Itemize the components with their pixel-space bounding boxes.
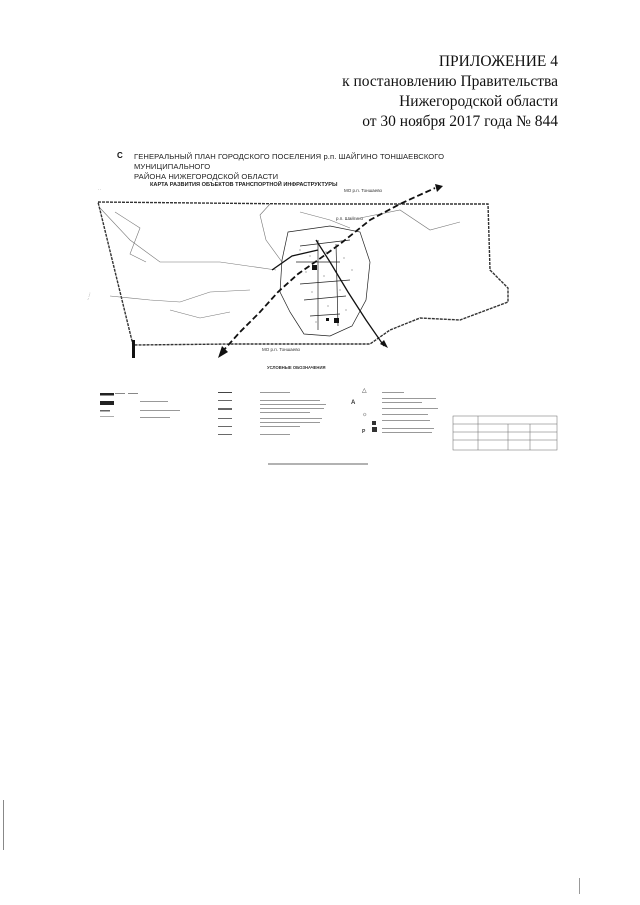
arrow-south-west (218, 346, 228, 358)
svg-text:Р: Р (362, 429, 366, 435)
arrow-north-east (435, 184, 443, 192)
corner-mark (579, 878, 580, 894)
region-name: Нижегородской области (399, 93, 558, 110)
settlement-boundary (98, 202, 508, 345)
appendix-number: ПРИЛОЖЕНИЕ 4 (438, 53, 558, 70)
legend-column-3 (351, 388, 438, 435)
left-margin-mark (3, 800, 4, 850)
svg-text:.. ....: .. .... (84, 291, 92, 301)
label-river: р.п. Шайгино (336, 216, 363, 221)
railway-line (222, 188, 435, 352)
title-block-stamp (453, 416, 557, 450)
corner-letter: С (117, 151, 123, 160)
svg-text:. .: . . (98, 186, 102, 191)
decree-date: от 30 ноября 2017 года № 844 (362, 113, 558, 130)
boundary-marker-bar (132, 340, 135, 358)
map-title-line2: РАЙОНА НИЖЕГОРОДСКОЙ ОБЛАСТИ (134, 172, 279, 181)
label-north: МО р.п. Тоншаево (344, 188, 383, 193)
legend-title: УСЛОВНЫЕ ОБОЗНАЧЕНИЯ (267, 365, 326, 370)
settlement-area (280, 226, 370, 336)
svg-text:△: △ (362, 388, 367, 394)
terrain-lines (100, 204, 460, 318)
roads (272, 240, 384, 346)
svg-text:А: А (351, 400, 356, 406)
decree-reference: к постановлению Правительства (342, 73, 558, 90)
label-south: МО р.п. Тоншаево (262, 347, 301, 352)
svg-text:☼: ☼ (362, 412, 368, 418)
map-title-line1: ГЕНЕРАЛЬНЫЙ ПЛАН ГОРОДСКОГО ПОСЕЛЕНИЯ р.п. ШАЙГИНО ТОНШАЕВСКОГО МУНИЦИПАЛЬНОГО (134, 152, 445, 171)
map-subtitle: КАРТА РАЗВИТИЯ ОБЪЕКТОВ ТРАНСПОРТНОЙ ИНФРАСТРУКТУРЫ (150, 182, 338, 188)
legend-column-2 (218, 392, 326, 435)
legend-column-1 (100, 393, 180, 418)
